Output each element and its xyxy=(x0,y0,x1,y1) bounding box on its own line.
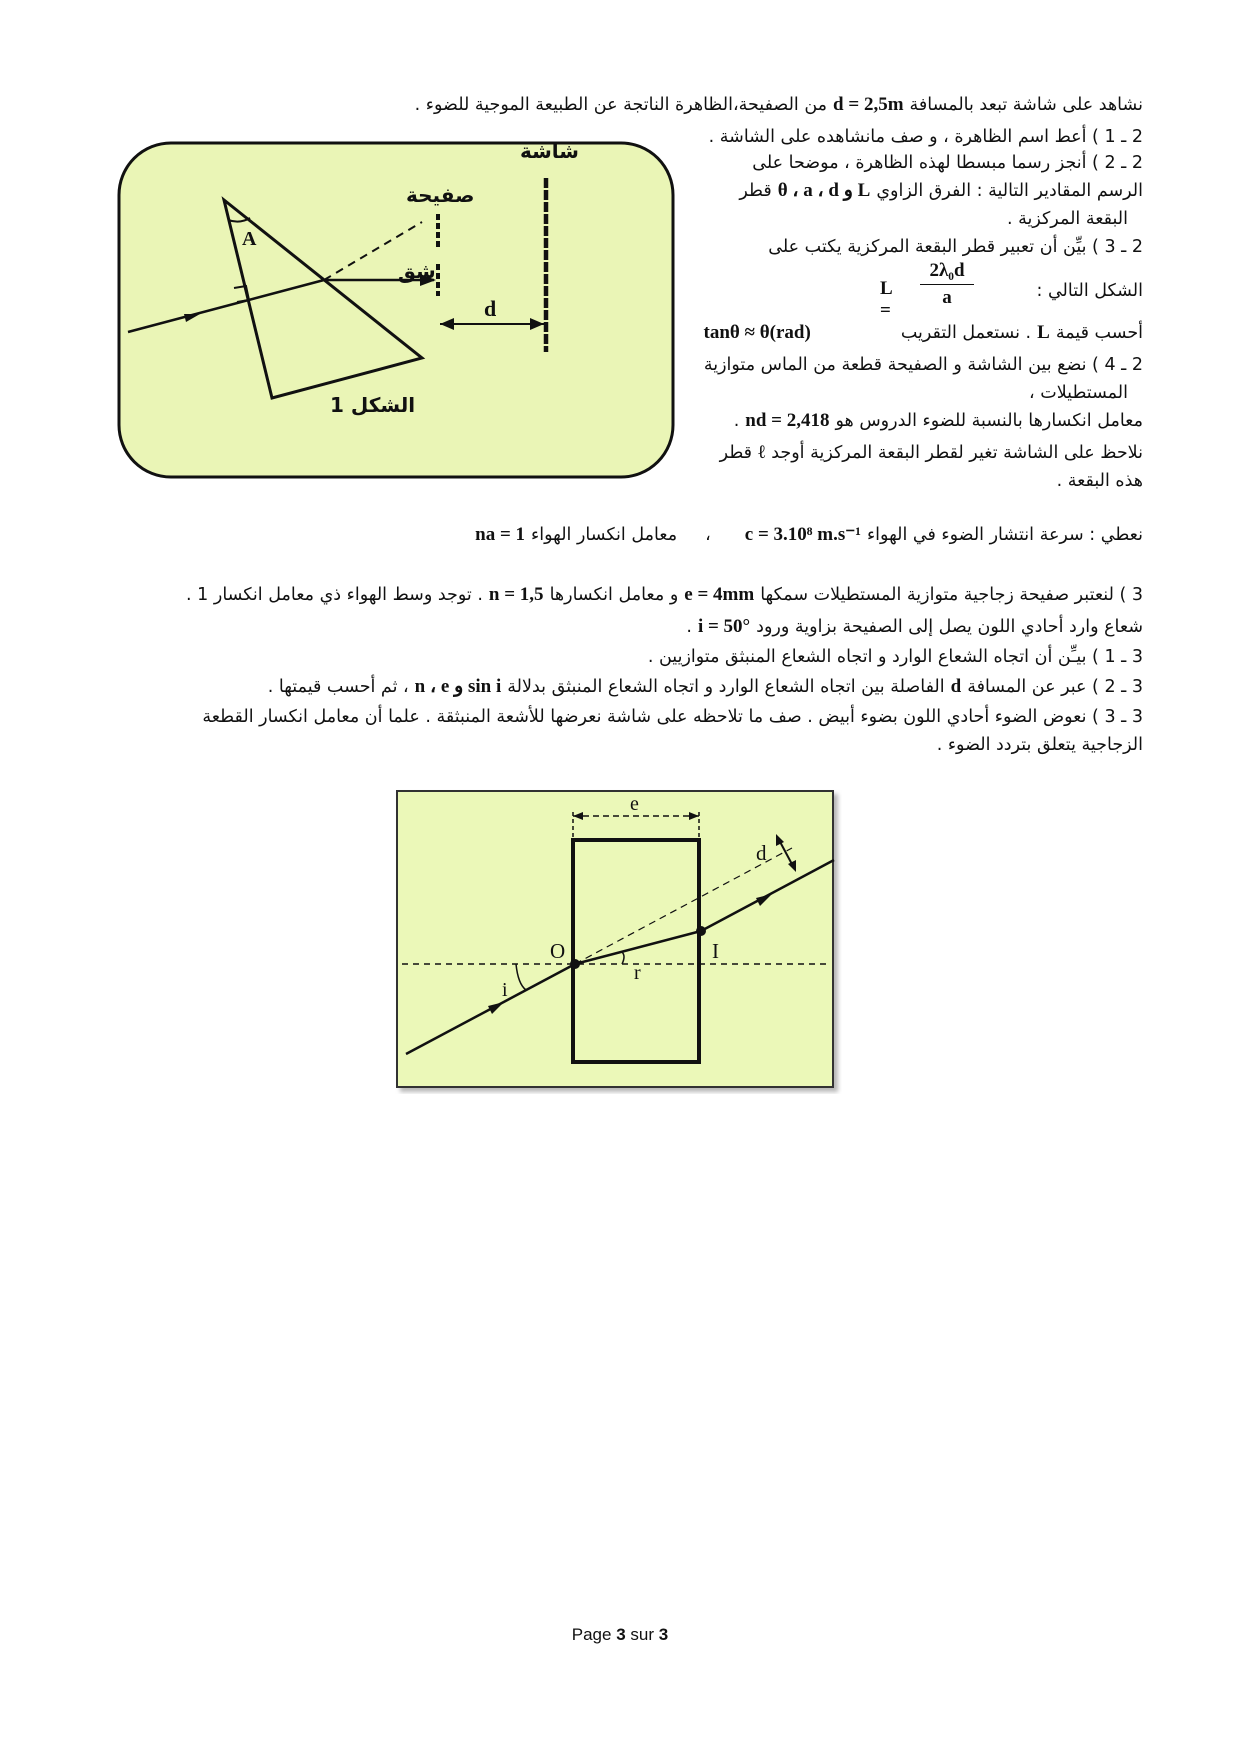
formula-numerator: 2λ₀d xyxy=(929,260,965,281)
screen-label: شاشة xyxy=(520,140,579,163)
page-footer: Page 3 sur 3 xyxy=(571,1625,669,1644)
distance-label: d xyxy=(756,841,767,865)
question-2-2: 2 ـ 2 ) أنجز رسما مبسطا لهذه الظاهرة ، موضحا على xyxy=(752,153,1143,173)
light-speed: c = 3.10⁸ m.s⁻¹ xyxy=(744,524,861,545)
entry-point xyxy=(570,959,580,969)
apex-label: A xyxy=(242,228,257,250)
question-2-1: 2 ـ 1 ) أعط اسم الظاهرة ، و صف مانشاهده على الشاشة . xyxy=(708,127,1143,147)
incidence-label: i xyxy=(502,979,508,1001)
diamond-index: nd = 2,418 xyxy=(745,410,830,431)
slit-label: شق xyxy=(398,259,436,283)
distance-value: d = 2,5m xyxy=(833,94,904,115)
question-2-2-line3: البقعة المركزية . xyxy=(1006,209,1128,229)
current-page: 3 xyxy=(616,1625,626,1644)
question-2-4-line5: هذه البقعة . xyxy=(1056,471,1143,491)
question-2-4: 2 ـ 4 ) نضع بين الشاشة و الصفيحة قطعة من الماس متوازية xyxy=(703,355,1143,375)
question-2-3: 2 ـ 3 ) بيِّن أن تعبير قطر البقعة المركزية يكتب على xyxy=(768,237,1143,257)
question-2-3-line2: الشكل التالي : xyxy=(1036,281,1143,301)
figure-1-diffraction xyxy=(116,140,676,480)
thickness-label: e xyxy=(630,793,639,815)
part3-intro: 3 ) لنعتبر صفيحة زجاجية متوازية المستطيلات سمكهاe = 4mmو معامل انكسارهاn = 1,5. توجد وسط الهواء ذي معامل انكسار 1 . xyxy=(186,582,1143,608)
question-2-4-line3: معامل انكسارها بالنسبة للضوء الدروس هوnd = 2,418. xyxy=(734,408,1143,434)
distance-label: d xyxy=(484,296,497,321)
figure-2-slab xyxy=(394,788,842,1094)
question-3-2: 3 ـ 2 ) عبر عن المسافةdالفاصلة بين اتجاه الشعاع الوارد و اتجاه الشعاع المنبثق بدلالةn ، e و sin i، ثم أحسب قيمتها . xyxy=(268,674,1143,700)
refraction-label: r xyxy=(634,962,641,984)
quantities: θ ، a ، d و L xyxy=(777,180,871,201)
part2-intro: نشاهد على شاشة تبعد بالمسافةd = 2,5mمن الصفيحة،الظاهرة الناتجة عن الطبيعة الموجية للضوء . xyxy=(415,92,1143,118)
entry-label: O xyxy=(550,939,566,963)
incidence-value: i = 50° xyxy=(697,616,751,637)
exit-point xyxy=(696,926,706,936)
variables: n ، e و sin i xyxy=(414,676,502,697)
part3-ray: شعاع وارد أحادي اللون يصل إلى الصفيحة بزاوية ورودi = 50°. xyxy=(686,614,1143,640)
plate-label: صفيحة xyxy=(406,183,475,207)
question-2-2-line2: الرسم المقادير التالية : الفرق الزاويθ ، a ، d و Lقطر xyxy=(739,178,1143,204)
question-2-4-line2: المستطيلات ، xyxy=(1029,383,1128,403)
glass-index: n = 1,5 xyxy=(488,584,544,605)
figure-2-background xyxy=(397,791,833,1087)
question-2-3-line3: أحسب قيمةL. نستعمل التقريبtanθ ≈ θ(rad) xyxy=(698,320,1144,346)
question-3-3-line2: الزجاجية يتعلق بتردد الضوء . xyxy=(936,735,1143,755)
total-pages: 3 xyxy=(658,1625,669,1644)
figure-1-background xyxy=(119,143,673,477)
thickness-value: e = 4mm xyxy=(684,584,755,605)
question-3-1: 3 ـ 1 ) بيـِّن أن اتجاه الشعاع الوارد و اتجاه الشعاع المنبثق متوازيين . xyxy=(647,647,1143,667)
exit-label: I xyxy=(712,939,719,963)
question-2-4-line4: نلاحظ على الشاشة تغير لقطر البقعة المركزية أوجدℓقطر xyxy=(719,442,1143,463)
figure-1-caption: الشكل 1 xyxy=(330,393,416,417)
given-values: نعطي : سرعة انتشار الضوء في الهواءc = 3.10⁸ m.s⁻¹،معامل انكسار الهواءna = 1 xyxy=(469,522,1143,548)
approximation: tanθ ≈ θ(rad) xyxy=(703,322,811,343)
air-index: na = 1 xyxy=(475,524,526,545)
question-3-3: 3 ـ 3 ) نعوض الضوء أحادي اللون بضوء أبيض . صف ما تلاحظه على شاشة نعرضها للأشعة المنبثقة . علما أن معامل انكسار القطعة xyxy=(202,707,1143,727)
formula-denominator: a xyxy=(942,287,952,308)
